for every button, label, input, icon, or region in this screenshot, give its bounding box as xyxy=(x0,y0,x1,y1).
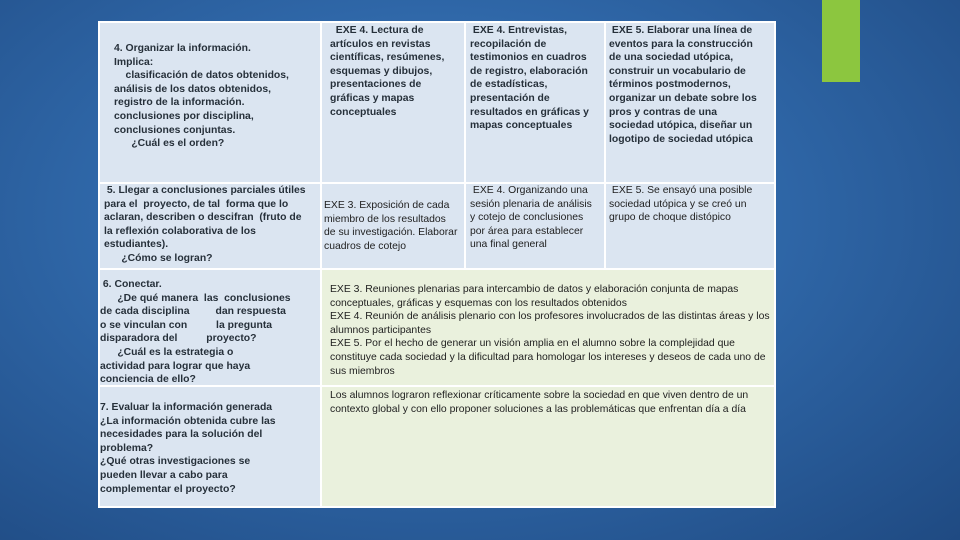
step-7-cell: 7. Evaluar la información generada ¿La información obtenida cubre las necesidades para la solución del problema? ¿Qué otras investigaciones se pueden llevar a cabo para complementar el proyecto? xyxy=(100,387,320,506)
project-table xyxy=(98,21,776,508)
green-accent-tab xyxy=(822,0,860,82)
row3-connect-activities-cell: EXE 3. Reuniones plenarias para intercambio de datos y elaboración conjunta de mapas conceptuales, gráficas y esquemas con los resultados obtenidos EXE 4. Reunión de análisis plenario con los profesores involucrados de las distintas áreas y los alumnos participantes EXE 5. Por el hecho de generar un visión amplia en el alumno sobre la complejidad que constituye cada sociedad y la dificultad para homologar los intereses y deseos de cada uno de sus miembros xyxy=(322,270,774,385)
row1-exe5-timeline-cell: EXE 5. Elaborar una línea de eventos para la construcción de una sociedad utópica, construir un vocabulario de términos postmodernos, organizar un debate sobre los pros y contras de una sociedad utópica, diseñar un logotipo de sociedad utópica xyxy=(606,23,774,182)
row2-exe3-exposition-cell: EXE 3. Exposición de cada miembro de los resultados de su investigación. Elaborar cuadros de cotejo xyxy=(322,184,464,268)
row1-exe4-reading-cell: EXE 4. Lectura de artículos en revistas científicas, resúmenes, esquemas y dibujos, presentaciones de gráficas y mapas conceptuales xyxy=(322,23,464,182)
step-4-cell: 4. Organizar la información. Implica: clasificación de datos obtenidos, análisis de los datos obtenidos, registro de la información. conclusiones por disciplina, conclusiones conjuntas. ¿Cuál es el orden? xyxy=(100,23,320,182)
row1-exe4-interviews-cell: EXE 4. Entrevistas, recopilación de testimonios en cuadros de registro, elaboración de estadísticas, presentación de resultados en gráficas y mapas conceptuales xyxy=(466,23,604,182)
step-6-cell: 6. Conectar. ¿De qué manera las conclusiones de cada disciplina dan respuesta o se vinculan con la pregunta disparadora del proyecto? ¿Cuál es la estrategia o actividad para lograr que haya conciencia de ello? xyxy=(100,270,320,385)
row4-evaluation-result-cell: Los alumnos lograron reflexionar críticamente sobre la sociedad en que viven dentro de un contexto global y con ello proponer soluciones a las problemáticas que enfrentan día a día xyxy=(322,387,774,506)
step-5-cell: 5. Llegar a conclusiones parciales útiles para el proyecto, de tal forma que lo aclaran, describen o descifran (fruto de la reflexión colaborativa de los estudiantes). ¿Cómo se logran? xyxy=(100,184,320,268)
row2-exe5-utopia-cell: EXE 5. Se ensayó una posible sociedad utópica y se creó un grupo de choque distópico xyxy=(606,184,774,268)
row2-exe4-plenary-cell: EXE 4. Organizando una sesión plenaria de análisis y cotejo de conclusiones por área para establecer una final general xyxy=(466,184,604,268)
